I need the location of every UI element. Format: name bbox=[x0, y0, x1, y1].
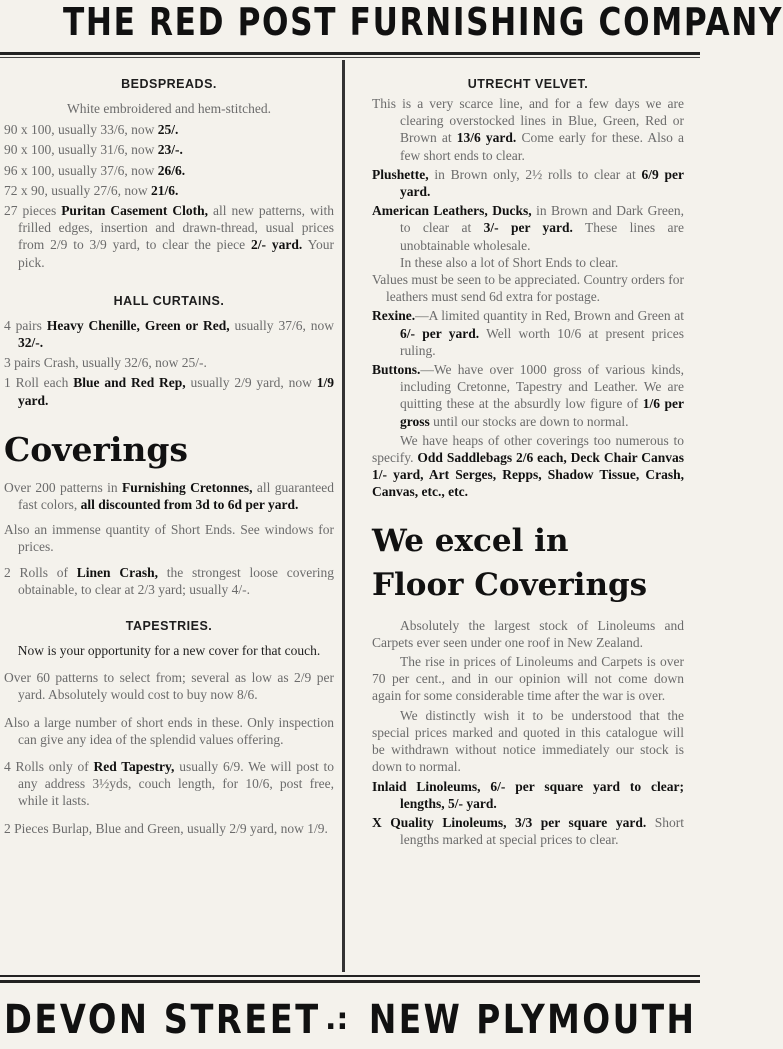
tapestries-heading: TAPESTRIES. bbox=[125, 619, 213, 634]
tapestries-patterns: Over 60 patterns to select from; several as low as 2/9 per yard. Absolutely would cost to buy now 8/6. bbox=[4, 670, 334, 703]
bedspread-item: 90 x 100, usually 33/6, now 25/. bbox=[4, 122, 179, 138]
masthead-title: THE RED POST FURNISHING COMPANY bbox=[63, 0, 783, 44]
coverings-heading: Coverings bbox=[4, 429, 189, 469]
footer-street: DEVON STREET bbox=[4, 997, 321, 1043]
short-ends-entry: Also an immense quantity of Short Ends. See windows for prices. bbox=[4, 522, 334, 555]
bedspread-item: 72 x 90, usually 27/6, now 21/6. bbox=[4, 182, 179, 198]
floor-heading-line1: We excel in bbox=[372, 522, 569, 559]
buttons-entry: Buttons.—We have over 1000 gross of various kinds, including Cretonne, Tapestry and Leather. We are quitting these at the absurdly low figure of 1/6 per gross until our stocks are down to normal. bbox=[372, 362, 684, 429]
top-rule bbox=[0, 52, 700, 58]
cretonnes-entry: Over 200 patterns in Furnishing Cretonnes, all guaranteed fast colors, all discounted from 3d to 6d per yard. bbox=[4, 479, 334, 513]
tapestries-short-ends: Also a large number of short ends in these. Only inspection can give any idea of the splendid values offering. bbox=[4, 714, 334, 747]
bedspreads-intro: White embroidered and hem-stitched. bbox=[67, 101, 271, 116]
leathers-entry: American Leathers, Ducks, in Brown and Dark Green, to clear at 3/- per yard. These lines are unobtainable wholesale. bbox=[372, 203, 685, 253]
plushette-entry: Plushette, in Brown only, 2½ rolls to clear at 6/9 per yard. bbox=[372, 166, 684, 200]
burlap-entry: 2 Pieces Burlap, Blue and Green, usually 2/9 yard, now 1/9. bbox=[4, 820, 328, 836]
other-coverings-entry: We have heaps of other coverings too numerous to specify. Odd Saddlebags 2/6 each, Deck Chair Canvas 1/- yard, Art Serges, Repps, Shadow Tissue, Crash, Canvas, etc., etc. bbox=[372, 432, 684, 500]
bedspreads-heading: BEDSPREADS. bbox=[121, 77, 217, 91]
price-rise-paragraph: The rise in prices of Linoleums and Carpets is over 70 per cent., and in our opinion will not come down again for some considerable time after the war is over. bbox=[372, 654, 684, 704]
x-quality-linoleums-entry: X Quality Linoleums, 3/3 per square yard. Short lengths marked at special prices to clear. bbox=[372, 814, 684, 848]
velvet-heading: UTRECHT VELVET. bbox=[467, 77, 589, 91]
leather-postage-note: Values must be seen to be appreciated. Country orders for leathers must send 6d extra for postage. bbox=[372, 272, 684, 305]
floor-heading-line2: Floor Coverings bbox=[372, 566, 648, 603]
right-column bbox=[372, 62, 684, 848]
red-tapestry-entry: 4 Rolls only of Red Tapestry, usually 6/9. We will post to any address 3½yds, couch length, for 10/6, post free, while it lasts. bbox=[4, 759, 334, 809]
bedspread-item: 90 x 100, usually 31/6, now 23/-. bbox=[4, 142, 183, 158]
footer-separator: .: bbox=[325, 1002, 349, 1037]
leather-short-ends: In these also a lot of Short Ends to clear. bbox=[400, 254, 619, 270]
crash-entry: 3 pairs Crash, usually 32/6, now 25/-. bbox=[4, 355, 207, 371]
chenille-entry: 4 pairs Heavy Chenille, Green or Red, usually 37/6, now 32/-. bbox=[4, 317, 334, 351]
left-column bbox=[4, 62, 334, 837]
tapestries-opportunity: Now is your opportunity for a new cover for that couch. bbox=[17, 643, 321, 659]
rep-entry: 1 Roll each Blue and Red Rep, usually 2/9 yard, now 1/9 yard. bbox=[4, 375, 334, 408]
casement-cloth-entry: 27 pieces Puritan Casement Cloth, all new patterns, with frilled edges, insertion and drawn-thread, usual prices from 2/9 to 3/9 yard, to clear the piece 2/- yard. Your pick. bbox=[4, 203, 334, 270]
bedspread-item: 96 x 100, usually 37/6, now 26/6. bbox=[4, 162, 186, 178]
bottom-rule bbox=[0, 975, 700, 983]
column-divider bbox=[342, 60, 345, 972]
velvet-entry: This is a very scarce line, and for a few days we are clearing overstocked lines in Blue, Green, Red or Brown at 13/6 yard. Come early for these. Also a few short ends to clear. bbox=[372, 96, 684, 163]
inlaid-linoleums-entry: Inlaid Linoleums, 6/- per square yard to clear; lengths, 5/- yard. bbox=[372, 778, 684, 811]
special-prices-paragraph: We distinctly wish it to be understood that the special prices marked and quoted in this catalogue will be withdrawn without notice immediately our stock is down to normal. bbox=[372, 707, 684, 775]
hall-curtains-heading: HALL CURTAINS. bbox=[113, 293, 225, 308]
footer-town: NEW PLYMOUTH bbox=[368, 997, 696, 1043]
largest-stock-paragraph: Absolutely the largest stock of Linoleums and Carpets ever seen under one roof in New Zealand. bbox=[372, 617, 684, 650]
linen-crash-entry: 2 Rolls of Linen Crash, the strongest loose covering obtainable, to clear at 2/3 yard; usually 4/-. bbox=[4, 564, 334, 597]
rexine-entry: Rexine.—A limited quantity in Red, Brown and Green at 6/- per yard. Well worth 10/6 at present prices ruling. bbox=[372, 308, 684, 358]
